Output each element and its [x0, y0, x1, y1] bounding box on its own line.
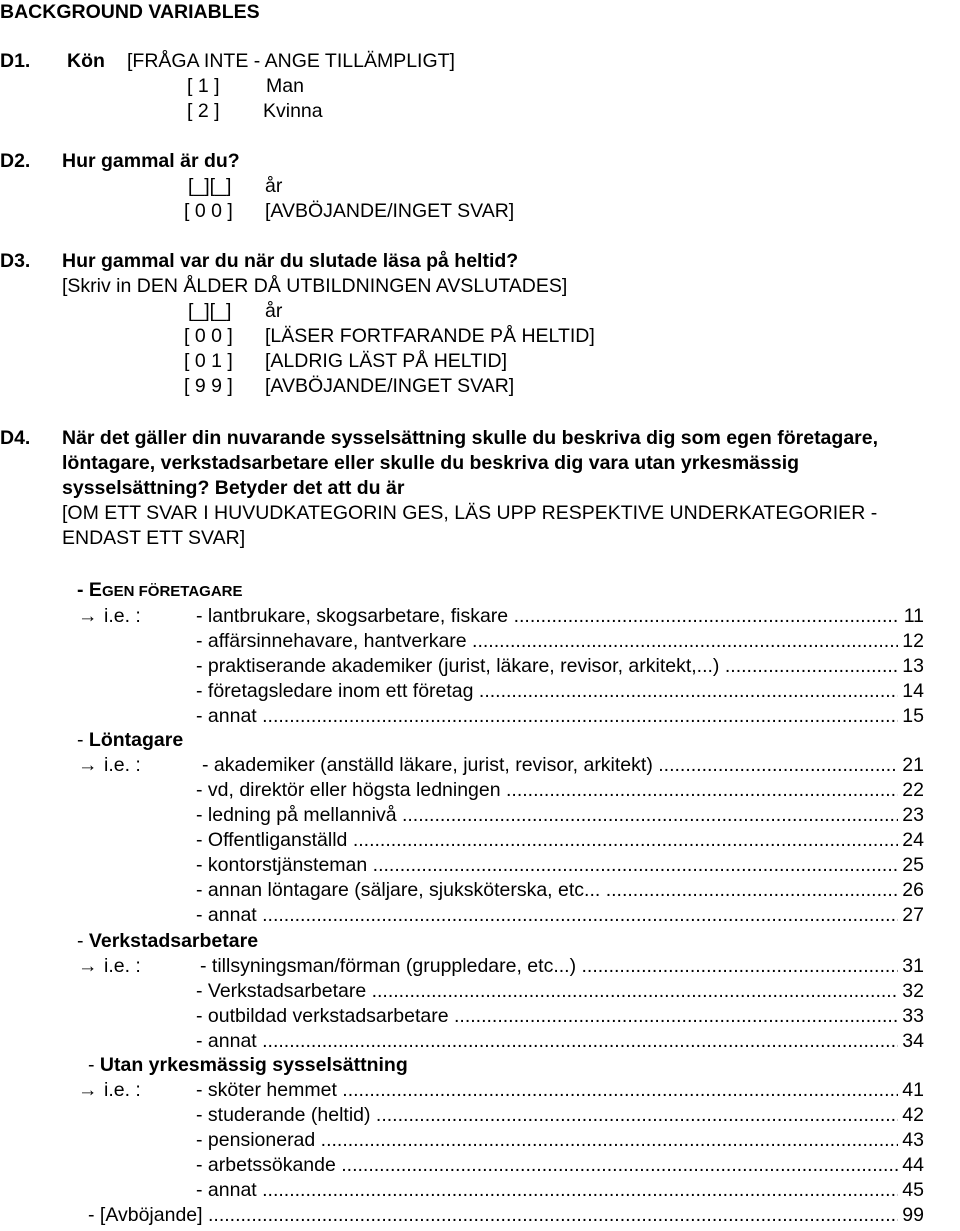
answer-option: - annan löntagare (säljare, sjuksköterska, etc... ..... [196, 878, 898, 902]
group-heading-egen-foretagare: - EGEN FÖRETAGARE [77, 579, 243, 601]
d3-option-code: [_]​[_] [188, 300, 232, 322]
answer-option: - studerande (heltid) ..... [196, 1103, 898, 1127]
answer-option: - akademiker (anställd läkare, jurist, revisor, arkitekt) ..... [202, 753, 898, 777]
d1-option-code: [ 2 ] [187, 100, 220, 122]
d4-question-line: löntagare, verkstadsarbetare eller skulle du beskriva dig vara utan yrkesmässig [62, 452, 800, 474]
d3-number: D3. [0, 250, 31, 272]
ie-label: i.e. : [104, 754, 141, 776]
d4-number: D4. [0, 427, 31, 449]
answer-option-refused: - [Avböjande] ..... [88, 1203, 898, 1227]
d3-instruction: [Skriv in DEN ÅLDER DÅ UTBILDNINGEN AVSLUTADES] [62, 275, 568, 297]
d3-option-code: [ 9 9 ] [184, 375, 233, 397]
answer-option: - vd, direktör eller högsta ledningen ..... [196, 778, 898, 802]
answer-code: 26 [902, 879, 924, 901]
answer-option: - annat ..... [196, 1178, 898, 1202]
answer-option: - affärsinnehavare, hantverkare ..... [196, 629, 898, 653]
answer-option: - sköter hemmet ..... [196, 1078, 898, 1102]
d4-instruction-line: [OM ETT SVAR I HUVUDKATEGORIN GES, LÄS UPP RESPEKTIVE UNDERKATEGORIER - [62, 502, 878, 524]
answer-code: 24 [902, 829, 924, 851]
d1-number: D1. [0, 50, 31, 72]
answer-code: 22 [902, 779, 924, 801]
d2-option-label: år [265, 175, 283, 197]
answer-option: - tillsyningsman/förman (gruppledare, etc...) ..... [200, 954, 898, 978]
answer-option: - lantbrukare, skogsarbetare, fiskare ..... [196, 604, 898, 628]
answer-option: - arbetssökande ..... [196, 1153, 898, 1177]
answer-option: - Verkstadsarbetare ..... [196, 979, 898, 1003]
answer-option: - annat ..... [196, 903, 898, 927]
answer-code: 42 [902, 1104, 924, 1126]
right-arrow-icon: → [78, 1079, 98, 1101]
answer-option: - företagsledare inom ett företag ..... [196, 679, 898, 703]
answer-option: - praktiserande akademiker (jurist, läkare, revisor, arkitekt,...) ..... [196, 654, 898, 678]
d3-option-label: [AVBÖJANDE/INGET SVAR] [265, 375, 515, 397]
right-arrow-icon: → [78, 955, 98, 977]
ie-label: i.e. : [104, 605, 141, 627]
d2-question: Hur gammal är du? [62, 150, 240, 172]
answer-code: 23 [902, 804, 924, 826]
answer-option: - annat ..... [196, 1029, 898, 1053]
answer-option: - outbildad verkstadsarbetare ..... [196, 1004, 898, 1028]
group-heading-utan-yrkesmassig: - Utan yrkesmässig sysselsättning [88, 1054, 408, 1076]
answer-code: 44 [902, 1154, 924, 1176]
right-arrow-icon: → [78, 754, 98, 776]
answer-code: 25 [902, 854, 924, 876]
d3-option-label: [LÄSER FORTFARANDE PÅ HELTID] [265, 325, 595, 347]
answer-code: 99 [902, 1204, 924, 1226]
d1-option-label: Man [266, 75, 304, 97]
answer-code: 41 [902, 1079, 924, 1101]
answer-code: 13 [902, 655, 924, 677]
answer-code: 45 [902, 1179, 924, 1201]
ie-label: i.e. : [104, 1079, 141, 1101]
d2-number: D2. [0, 150, 31, 172]
answer-option: - ledning på mellannivå ..... [196, 803, 898, 827]
d4-instruction-line: ENDAST ETT SVAR] [62, 527, 246, 549]
d3-option-code: [ 0 1 ] [184, 350, 233, 372]
answer-code: 15 [902, 705, 924, 727]
d3-option-label: år [265, 300, 283, 322]
d2-option-label: [AVBÖJANDE/INGET SVAR] [265, 200, 515, 222]
d1-option-code: [ 1 ] [187, 75, 220, 97]
d3-option-label: [ALDRIG LÄST PÅ HELTID] [265, 350, 508, 372]
d3-question: Hur gammal var du när du slutade läsa på heltid? [62, 250, 519, 272]
answer-code: 11 [903, 605, 924, 627]
group-heading-lontagare: - Löntagare [77, 729, 184, 751]
answer-code: 43 [902, 1129, 924, 1151]
d4-question-line: sysselsättning? Betyder det att du är [62, 477, 405, 499]
answer-option: - pensionerad ..... [196, 1128, 898, 1152]
answer-code: 34 [902, 1030, 924, 1052]
right-arrow-icon: → [78, 605, 98, 627]
page-title: BACKGROUND VARIABLES [0, 1, 260, 23]
d1-option-label: Kvinna [263, 100, 323, 122]
answer-code: 32 [902, 980, 924, 1002]
d1-question: Kön [67, 50, 105, 72]
answer-code: 33 [902, 1005, 924, 1027]
d1-instruction: [FRÅGA INTE - ANGE TILLÄMPLIGT] [127, 50, 455, 72]
ie-label: i.e. : [104, 955, 141, 977]
answer-option: - annat ..... [196, 704, 898, 728]
answer-code: 31 [902, 955, 924, 977]
answer-code: 21 [902, 754, 924, 776]
d3-option-code: [ 0 0 ] [184, 325, 233, 347]
answer-code: 12 [902, 630, 924, 652]
d2-option-code: [ 0 0 ] [184, 200, 233, 222]
answer-code: 27 [902, 904, 924, 926]
group-heading-verkstadsarbetare: - Verkstadsarbetare [77, 930, 259, 952]
d4-question-line: När det gäller din nuvarande sysselsättning skulle du beskriva dig som egen företagare, [62, 427, 879, 449]
d2-option-code: [_]​[_] [188, 175, 232, 197]
answer-option: - kontorstjänsteman ..... [196, 853, 898, 877]
answer-option: - Offentliganställd ..... [196, 828, 898, 852]
answer-code: 14 [902, 680, 924, 702]
